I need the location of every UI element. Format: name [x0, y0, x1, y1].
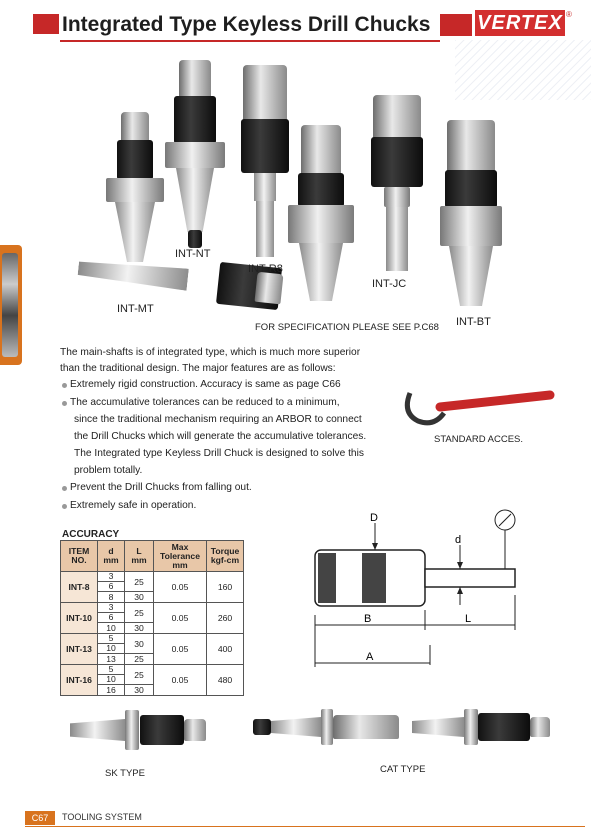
cat-type-label: CAT TYPE — [380, 764, 426, 775]
brand-mark-icon — [33, 14, 59, 34]
cell-torque: 480 — [207, 665, 244, 696]
section-side-tab — [0, 245, 22, 365]
bullet-icon — [62, 504, 67, 509]
product-label-int-mt: INT-MT — [117, 303, 154, 315]
dim-label-A: A — [366, 651, 374, 663]
cell-item: INT-8 — [61, 572, 98, 603]
sk-type-image — [70, 705, 210, 755]
cell-d: 3 — [98, 572, 125, 582]
table-header-row — [61, 541, 244, 572]
intro-line-2: than the traditional design. The major features are as follows: — [60, 363, 336, 374]
cell-d: 6 — [98, 613, 125, 623]
chuck-image-int-mt — [78, 255, 268, 317]
chuck-image-1 — [105, 112, 165, 272]
feature-2-line-3: the Drill Chucks which will generate the accumulative tolerances. — [74, 431, 367, 442]
footer-section: TOOLING SYSTEM — [62, 812, 142, 822]
header-item: ITEM NO. — [61, 541, 98, 572]
cell-d: 10 — [98, 644, 125, 654]
product-label-int-nt: INT-NT — [175, 248, 211, 260]
cell-d: 10 — [98, 675, 125, 685]
feature-4: Extremely safe in operation. — [70, 500, 197, 511]
hook-wrench-icon — [400, 385, 560, 435]
table-row — [61, 572, 244, 582]
cell-tolerance: 0.05 — [154, 603, 207, 634]
cell-l: 25 — [125, 665, 154, 685]
side-tab-thumbnail — [2, 253, 18, 357]
cell-item: INT-16 — [61, 665, 98, 696]
cell-torque: 260 — [207, 603, 244, 634]
chuck-image-int-bt — [438, 120, 504, 310]
header-decoration — [455, 40, 591, 100]
cell-d: 5 — [98, 665, 125, 675]
cell-l: 30 — [125, 623, 154, 634]
table-row — [61, 603, 244, 613]
table-row — [61, 665, 244, 675]
product-label-int-r8: INT-R8 — [248, 263, 283, 275]
accessory-label: STANDARD ACCES. — [434, 434, 524, 445]
cell-item: INT-10 — [61, 603, 98, 634]
cell-item: INT-13 — [61, 634, 98, 665]
title-underline — [60, 40, 440, 42]
accuracy-table — [60, 540, 244, 696]
cell-l: 30 — [125, 634, 154, 654]
header-tolerance: Max Tolerance mm — [154, 541, 207, 572]
cell-d: 6 — [98, 582, 125, 592]
intro-line-1: The main-shafts is of integrated type, which is much more superior — [60, 347, 361, 358]
cell-l: 25 — [125, 654, 154, 665]
chuck-image-int-r8 — [235, 65, 295, 265]
page-title: Integrated Type Keyless Drill Chucks — [62, 13, 431, 36]
cell-d: 3 — [98, 603, 125, 613]
cell-torque: 400 — [207, 634, 244, 665]
accuracy-title: ACCURACY — [62, 529, 120, 540]
cell-tolerance: 0.05 — [154, 665, 207, 696]
cat-type-image-2 — [412, 707, 552, 747]
feature-2: The accumulative tolerances can be reduced to a minimum, — [70, 397, 340, 408]
feature-2-line-4: The Integrated type Keyless Drill Chuck is designed to solve this — [74, 448, 364, 459]
chuck-image-int-nt — [165, 60, 225, 250]
bullet-icon — [62, 486, 67, 491]
feature-1: Extremely rigid construction. Accuracy is same as page C66 — [70, 379, 341, 390]
sk-type-label: SK TYPE — [105, 768, 145, 779]
cell-d: 8 — [98, 592, 125, 603]
header-torque: Torque kgf-cm — [207, 541, 244, 572]
feature-2-line-2: since the traditional mechanism requiring an ARBOR to connect — [74, 414, 362, 425]
registered-mark: ® — [566, 10, 572, 19]
brand-logo: VERTEX — [475, 10, 565, 36]
product-label-int-bt: INT-BT — [456, 316, 491, 328]
dimension-diagram — [300, 505, 540, 675]
cat-type-image-1 — [253, 707, 403, 747]
cell-l: 30 — [125, 592, 154, 603]
bullet-icon — [62, 383, 67, 388]
cell-l: 25 — [125, 603, 154, 623]
feature-3: Prevent the Drill Chucks from falling out. — [70, 482, 252, 493]
header-l: L mm — [125, 541, 154, 572]
table-row — [61, 634, 244, 644]
dim-label-d: d — [455, 534, 462, 546]
cell-d: 16 — [98, 685, 125, 696]
chuck-image-int-jc — [368, 95, 426, 275]
dim-label-D: D — [370, 512, 378, 524]
footer-rule — [25, 826, 585, 827]
feature-2-line-5: problem totally. — [74, 465, 143, 476]
cell-d: 10 — [98, 623, 125, 634]
cell-d: 13 — [98, 654, 125, 665]
bullet-icon — [62, 401, 67, 406]
header-d: d mm — [98, 541, 125, 572]
cell-l: 30 — [125, 685, 154, 696]
dim-label-L: L — [465, 613, 472, 625]
logo-mark-icon — [440, 14, 472, 36]
cell-tolerance: 0.05 — [154, 634, 207, 665]
cell-torque: 160 — [207, 572, 244, 603]
cell-l: 25 — [125, 572, 154, 592]
chuck-image-3 — [288, 125, 354, 305]
cell-tolerance: 0.05 — [154, 572, 207, 603]
spec-note: FOR SPECIFICATION PLEASE SEE P.C68 — [255, 322, 439, 333]
dim-label-B: B — [364, 613, 372, 625]
cell-d: 5 — [98, 634, 125, 644]
page-number: C67 — [25, 811, 55, 825]
product-label-int-jc: INT-JC — [372, 278, 407, 290]
